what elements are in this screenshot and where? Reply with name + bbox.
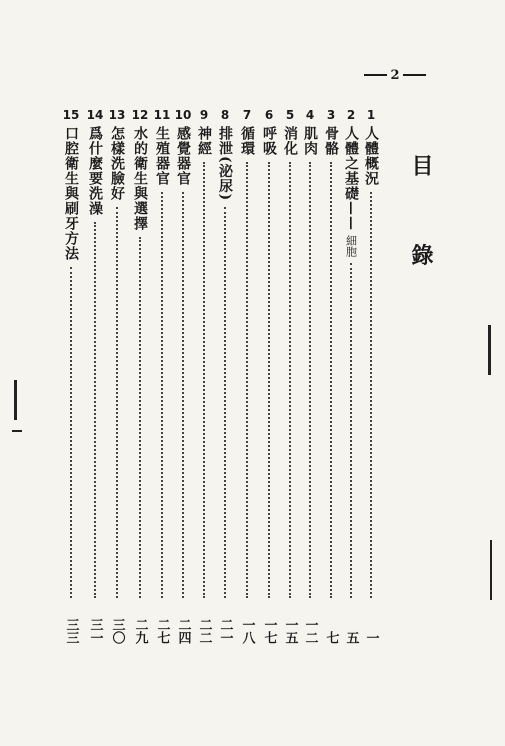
entry-number: 9 (199, 108, 209, 122)
leader-dots (350, 263, 352, 598)
entry-page: 一二 (302, 618, 318, 644)
entry-page: 二二 (196, 618, 212, 644)
leader-dots (182, 192, 184, 598)
entry-title: 呼吸 (261, 126, 277, 156)
leader-dots (139, 237, 141, 598)
toc-entry (84, 104, 106, 644)
entry-number: 10 (174, 108, 192, 122)
toc-entry (214, 104, 236, 644)
toc-entry (279, 104, 301, 644)
entry-page: 二九 (132, 618, 148, 644)
entry-page: 三一 (87, 618, 103, 644)
entry-title: 神經 (196, 126, 212, 156)
entry-page: 三〇 (109, 618, 125, 644)
entry-page: 七 (323, 631, 339, 644)
entry-title: 循環 (239, 126, 255, 156)
toc-entry (193, 104, 215, 644)
entry-number: 15 (62, 108, 80, 122)
toc-title-char-2: 錄 (408, 243, 434, 266)
leader-dots (370, 192, 372, 598)
leader-dots (224, 207, 226, 598)
header-dash-left (364, 74, 387, 76)
scan-artifact (14, 380, 17, 420)
leader-dots (268, 162, 270, 598)
toc-entry (129, 104, 151, 644)
entry-subtitle: 細胞 (344, 235, 358, 257)
toc-entry (106, 104, 128, 644)
toc-entry (151, 104, 173, 644)
header-dash-right (403, 74, 426, 76)
entry-number: 13 (108, 108, 126, 122)
toc-entry (258, 104, 280, 644)
toc-title (404, 154, 432, 266)
entry-number: 1 (366, 108, 376, 122)
entry-number: 14 (86, 108, 104, 122)
entry-number: 3 (326, 108, 336, 122)
entry-page: 三三 (63, 618, 79, 644)
entry-title: 爲什麼要洗澡 (87, 126, 103, 216)
toc-entry (340, 104, 362, 644)
entry-page: 一七 (261, 618, 277, 644)
leader-dots (330, 162, 332, 598)
entry-title: 人體之基礎—— (343, 126, 359, 231)
entry-page: 五 (343, 631, 359, 644)
entry-title: 排泄(泌尿) (217, 126, 233, 202)
entry-title: 骨骼 (323, 126, 339, 156)
scan-artifact (490, 540, 492, 600)
entry-number: 8 (220, 108, 230, 122)
entry-page: 一八 (239, 618, 255, 644)
entry-page: 二七 (154, 618, 170, 644)
leader-dots (70, 267, 72, 598)
entry-number: 7 (242, 108, 252, 122)
toc-entry (60, 104, 82, 644)
entry-number: 11 (153, 108, 171, 122)
entry-page: 一五 (282, 618, 298, 644)
page-number: 2 (390, 67, 400, 83)
entry-title: 感覺器官 (175, 126, 191, 186)
toc-entry (360, 104, 382, 644)
leader-dots (246, 162, 248, 598)
entry-number: 2 (346, 108, 356, 122)
entry-number: 4 (305, 108, 315, 122)
entry-number: 12 (131, 108, 149, 122)
scan-artifact (12, 430, 22, 432)
entry-page: 一 (363, 631, 379, 644)
entry-number: 6 (264, 108, 274, 122)
entry-title: 消化 (282, 126, 298, 156)
leader-dots (94, 222, 96, 598)
entry-title: 怎樣洗臉好 (109, 126, 125, 201)
leader-dots (289, 162, 291, 598)
entry-page: 二一 (217, 618, 233, 644)
entry-title: 口腔衛生與刷牙方法 (63, 126, 79, 261)
leader-dots (203, 162, 205, 598)
entry-number: 5 (285, 108, 295, 122)
toc-entry (236, 104, 258, 644)
toc-entry (320, 104, 342, 644)
leader-dots (309, 162, 311, 598)
entry-page: 二四 (175, 618, 191, 644)
page-number-header (364, 66, 426, 84)
scan-artifact (488, 325, 491, 375)
leader-dots (161, 192, 163, 598)
entry-title: 肌肉 (302, 126, 318, 156)
entry-title: 人體概況 (363, 126, 379, 186)
entry-title: 生殖器官 (154, 126, 170, 186)
toc-title-char-1: 目 (408, 154, 434, 176)
entry-title: 水的衛生與選擇 (132, 126, 148, 231)
toc-entry (299, 104, 321, 644)
leader-dots (116, 207, 118, 598)
toc-entry (172, 104, 194, 644)
